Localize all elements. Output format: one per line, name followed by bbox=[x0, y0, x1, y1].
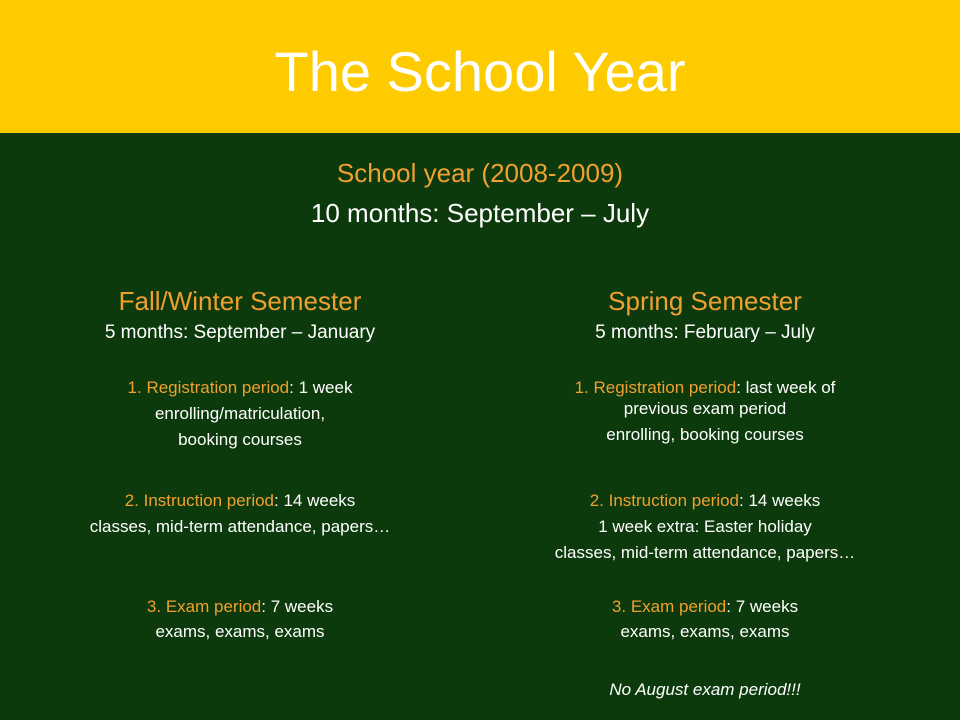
fall-semester-months: 5 months: September – January bbox=[104, 322, 376, 343]
spring-exam-num: 3. bbox=[611, 597, 631, 616]
fall-exam-length: : 7 weeks bbox=[261, 597, 334, 616]
fall-registration-detail-1: enrolling/matriculation, bbox=[154, 404, 326, 423]
fall-semester-title: Fall/Winter Semester bbox=[118, 286, 362, 316]
fall-registration-label: Registration period bbox=[146, 378, 290, 397]
fall-instruction-heading bbox=[0, 490, 480, 512]
spring-instruction-detail-2: classes, mid-term attendance, papers… bbox=[554, 543, 856, 562]
school-year-duration: 10 months: September – July bbox=[310, 198, 650, 228]
no-august-exam-note: No August exam period!!! bbox=[609, 680, 801, 699]
spring-exam-detail-1: exams, exams, exams bbox=[620, 622, 790, 641]
spring-instruction-label: Instruction period bbox=[608, 491, 740, 510]
spring-registration-detail-1: previous exam period bbox=[623, 399, 787, 418]
fall-exam-detail-1: exams, exams, exams bbox=[155, 622, 325, 641]
spring-instruction-heading bbox=[465, 490, 945, 512]
fall-registration-detail-2: booking courses bbox=[178, 430, 302, 449]
spring-registration-length: : last week of bbox=[736, 378, 836, 397]
school-year-heading: School year (2008-2009) bbox=[336, 158, 624, 188]
spring-instruction-detail-1: 1 week extra: Easter holiday bbox=[598, 517, 812, 536]
spring-semester-months: 5 months: February – July bbox=[595, 322, 815, 343]
spring-registration-num: 1. bbox=[574, 378, 594, 397]
fall-exam-label: Exam period bbox=[165, 597, 262, 616]
fall-instruction-num: 2. bbox=[124, 491, 144, 510]
spring-registration-heading bbox=[465, 377, 945, 399]
slide-title: The School Year bbox=[274, 40, 686, 103]
spring-registration-detail-2: enrolling, booking courses bbox=[606, 425, 804, 444]
fall-registration-num: 1. bbox=[127, 378, 147, 397]
spring-instruction-length: : 14 weeks bbox=[739, 491, 821, 510]
fall-registration-heading bbox=[0, 377, 480, 399]
fall-instruction-detail-1: classes, mid-term attendance, papers… bbox=[89, 517, 391, 536]
fall-registration-length: : 1 week bbox=[289, 378, 353, 397]
spring-column bbox=[465, 0, 945, 720]
fall-instruction-length: : 14 weeks bbox=[274, 491, 356, 510]
spring-exam-label: Exam period bbox=[630, 597, 727, 616]
spring-instruction-num: 2. bbox=[589, 491, 609, 510]
spring-registration-label: Registration period bbox=[593, 378, 737, 397]
fall-exam-num: 3. bbox=[146, 597, 166, 616]
fall-exam-heading bbox=[0, 596, 480, 618]
spring-semester-title: Spring Semester bbox=[608, 286, 802, 316]
spring-exam-heading bbox=[465, 596, 945, 618]
spring-exam-length: : 7 weeks bbox=[726, 597, 799, 616]
fall-instruction-label: Instruction period bbox=[143, 491, 275, 510]
